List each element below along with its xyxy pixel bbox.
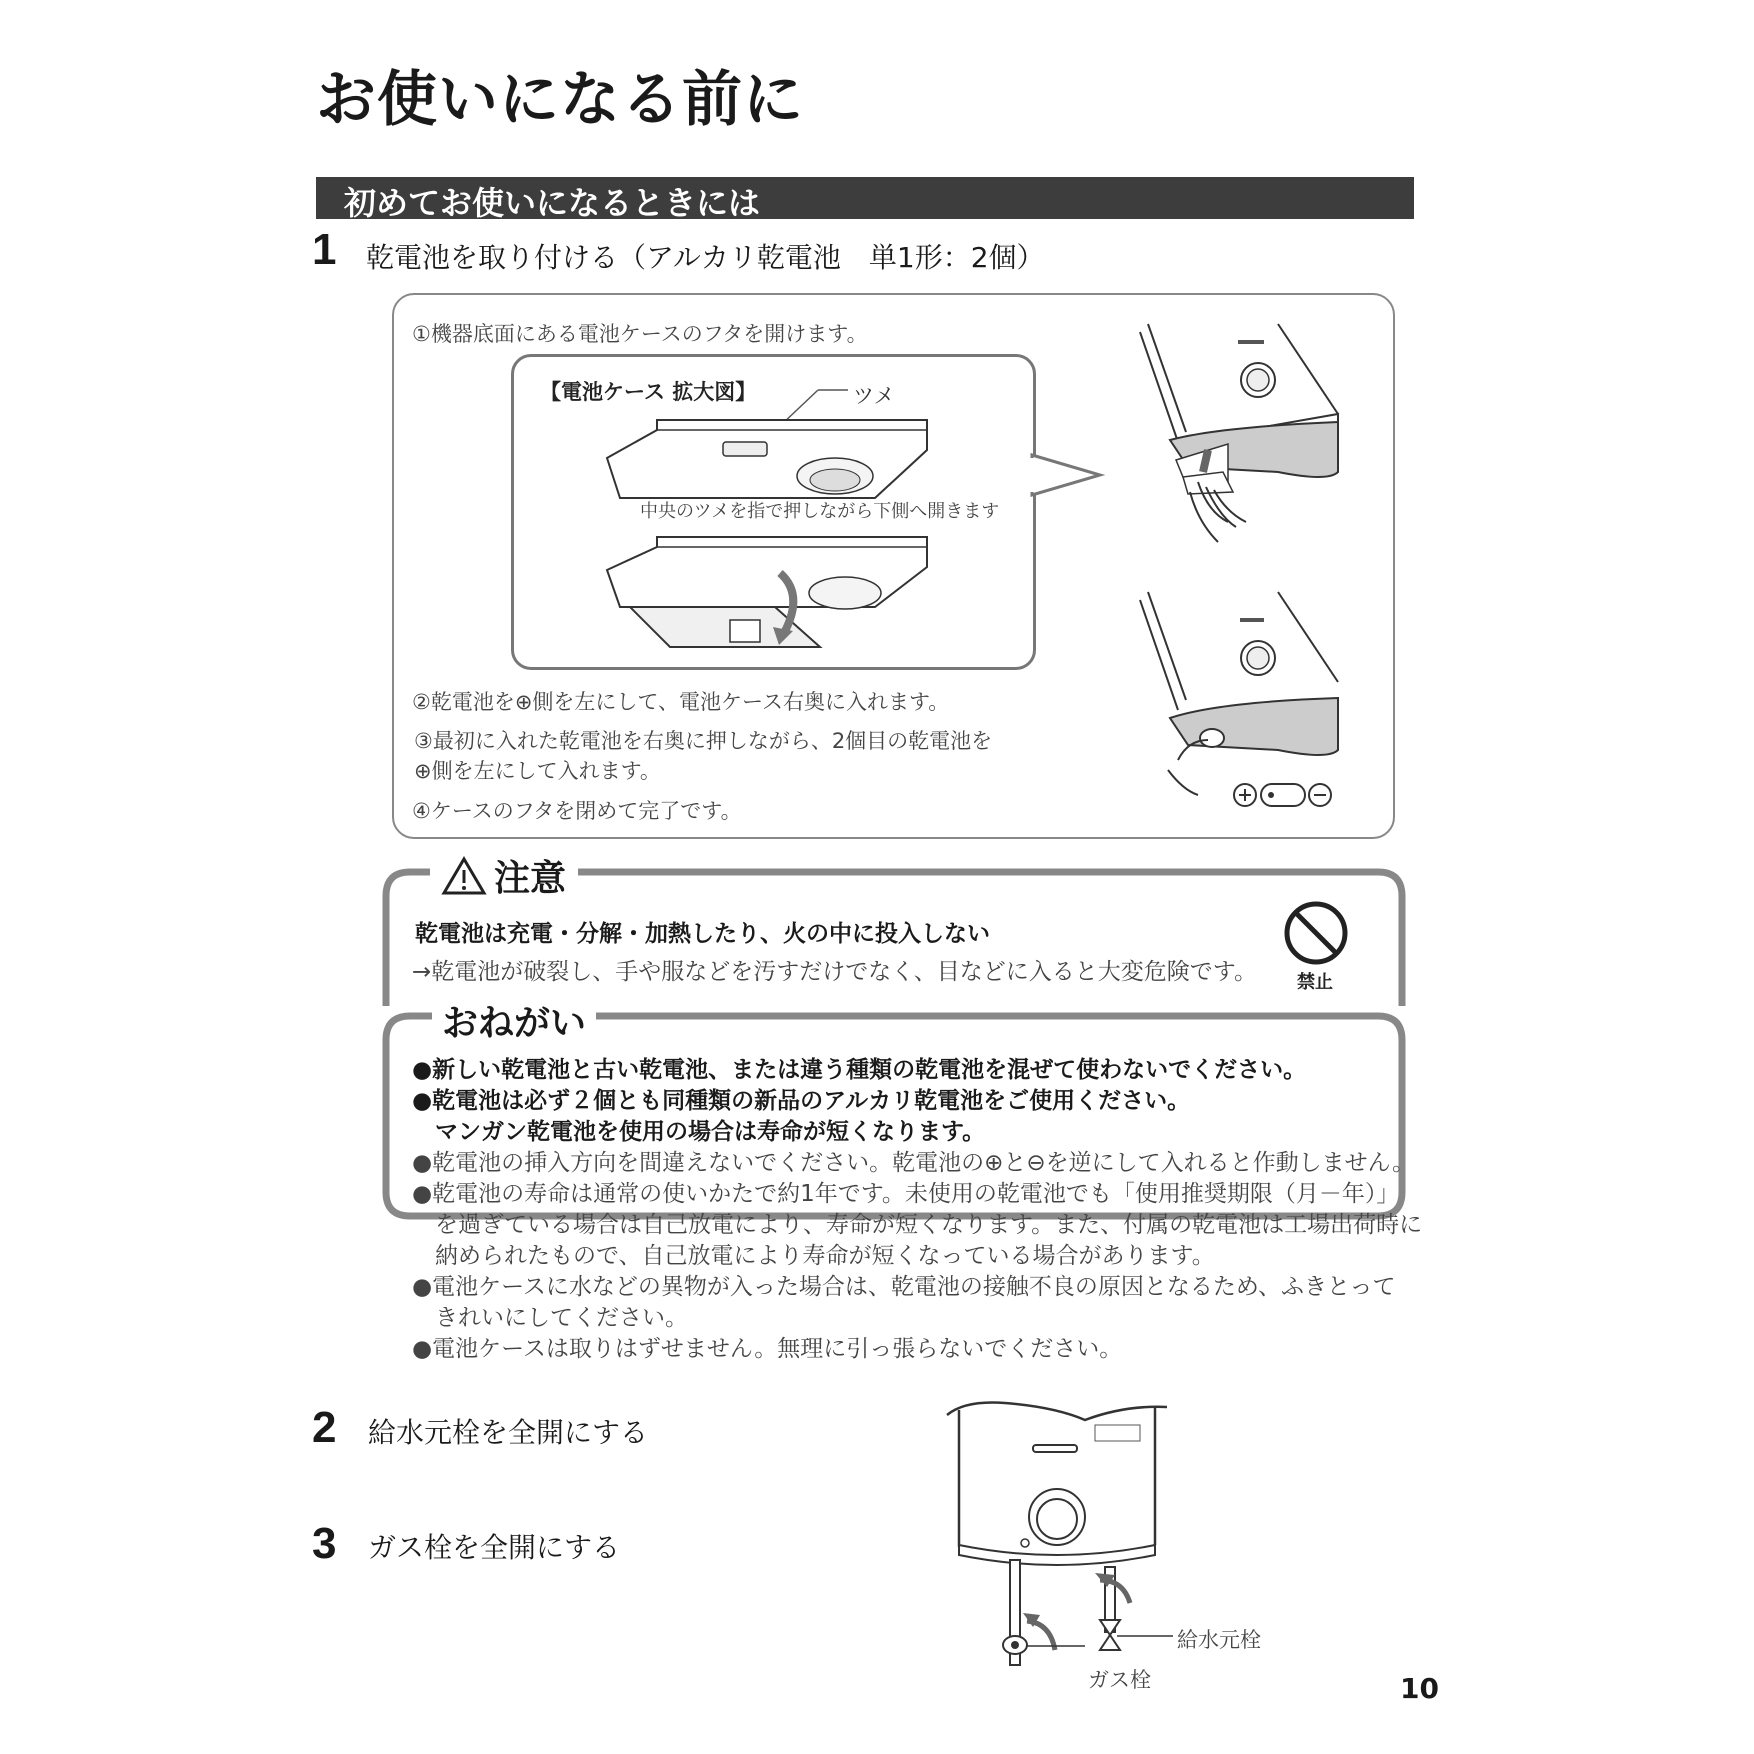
prohibited-icon [1283, 900, 1349, 966]
request-bullet-3: ●乾電池の挿入方向を間違えないでください。乾電池の⊕と⊖を逆にして入れると作動しません。 [412, 1150, 1415, 1176]
step-1-text: 乾電池を取り付ける（アルカリ乾電池 単1形：2個） [366, 241, 1045, 274]
instruction-2: ②乾電池を⊕側を左にして、電池ケース右奥に入れます。 [412, 690, 950, 714]
request-bullet-2-line-2: マンガン乾電池を使用の場合は寿命が短くなります。 [412, 1119, 986, 1145]
zoom-title: 【電池ケース 拡大図】 [540, 380, 757, 404]
caution-heading-text: 注意 [494, 858, 567, 899]
request-bullet-4-line-2: を過ぎている場合は自己放電により、寿命が短くなります。また、付属の乾電池は工場出荷時に [412, 1212, 1423, 1238]
page-title: お使いになる前に [316, 65, 804, 135]
heater-open-lid-illustration [1128, 322, 1353, 562]
page-number: 10 [1400, 1672, 1439, 1705]
heater-valves-diagram [945, 1395, 1175, 1680]
instruction-1: ①機器底面にある電池ケースのフタを開けます。 [412, 322, 868, 346]
step-3-text: ガス栓を全開にする [368, 1531, 621, 1564]
request-bullet-5-line-1: ●電池ケースに水などの異物が入った場合は、乾電池の接触不良の原因となるため、ふきとって [412, 1274, 1396, 1300]
request-heading: おねがい [432, 995, 596, 1046]
heater-insert-battery-illustration [1128, 590, 1353, 805]
request-bullet-1: ●新しい乾電池と古い乾電池、または違う種類の乾電池を混ぜて使わないでください。 [412, 1057, 1307, 1083]
request-bullet-4-line-1: ●乾電池の寿命は通常の使いかたで約1年です。未使用の乾電池でも「使用推奨期限（月－年）」 [412, 1181, 1400, 1207]
caution-bold-line: 乾電池は充電・分解・加熱したり、火の中に投入しない [415, 921, 990, 947]
warning-triangle-icon [442, 856, 486, 896]
callout-pointer [1030, 455, 1100, 495]
prohibited-label: 禁止 [1297, 972, 1333, 993]
request-bullet-4-line-3: 納められたもので、自己放電により寿命が短くなっている場合があります。 [412, 1243, 1215, 1269]
request-bullet-2-line-1: ●乾電池は必ず２個とも同種類の新品のアルカリ乾電池をご使用ください。 [412, 1088, 1191, 1114]
request-bullet-6: ●電池ケースは取りはずせません。無理に引っ張らないでください。 [412, 1336, 1123, 1362]
instruction-3-line-1: ③最初に入れた乾電池を右奥に押しながら、2個目の乾電池を [414, 729, 993, 753]
step-3-number: 3 [312, 1519, 337, 1568]
instruction-4: ④ケースのフタを閉めて完了です。 [412, 799, 742, 823]
water-valve-label: 給水元栓 [1177, 1628, 1261, 1652]
caution-detail-line: →乾電池が破裂し、手や服などを汚すだけでなく、目などに入ると大変危険です。 [412, 959, 1257, 985]
step-2-number: 2 [312, 1403, 337, 1452]
step-1-number: 1 [312, 225, 337, 274]
instruction-3-line-2: ⊕側を左にして入れます。 [414, 759, 661, 783]
battery-case-open-illustration [605, 535, 935, 655]
request-bullet-list [412, 1055, 1422, 1365]
request-bullet-5-line-2: きれいにしてください。 [412, 1305, 688, 1331]
step-2-text: 給水元栓を全開にする [368, 1416, 649, 1449]
section-header [316, 177, 1414, 222]
gas-valve-label: ガス栓 [1088, 1668, 1151, 1692]
section-title: 初めてお使いになるときには [344, 184, 761, 222]
caution-heading [430, 850, 578, 901]
tab-label: ツメ [853, 384, 895, 408]
battery-polarity-icon [1233, 782, 1343, 812]
zoom-caption: 中央のツメを指で押しながら下側へ開きます [640, 501, 1000, 522]
